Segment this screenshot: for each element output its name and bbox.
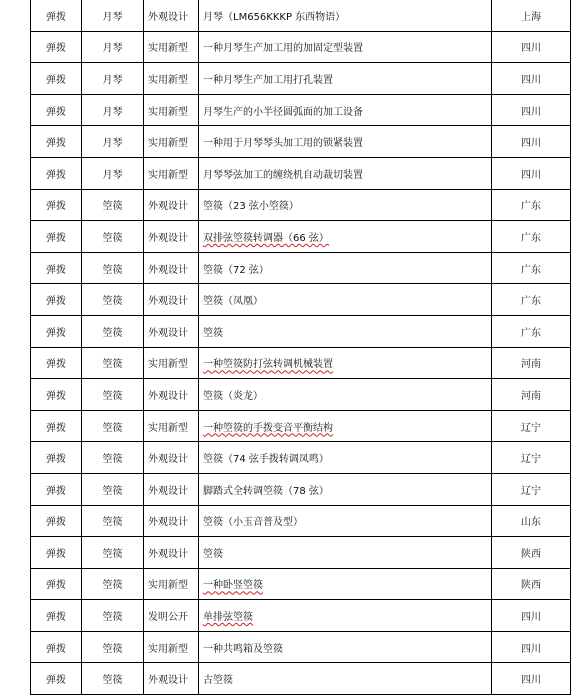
category-cell (31, 31, 82, 63)
patent-name-cell-text: 一种卧竖箜篌 (203, 580, 263, 592)
patent-name-cell (199, 379, 492, 411)
table-row (31, 505, 571, 537)
region-cell-text: 广东 (521, 264, 541, 276)
instrument-cell (82, 284, 144, 316)
table-row (31, 568, 571, 600)
patent-type-cell (144, 473, 199, 505)
region-cell-text: 四川 (521, 43, 541, 55)
category-cell (31, 315, 82, 347)
instrument-cell-text: 月琴 (102, 74, 123, 86)
patent-name-cell (199, 221, 492, 253)
patent-type-cell-text: 实用新型 (148, 138, 188, 150)
region-cell-text: 河南 (521, 390, 541, 402)
region-cell (492, 631, 571, 663)
region-cell (492, 94, 571, 126)
region-cell-text: 广东 (521, 232, 541, 244)
category-cell-text: 弹拨 (46, 138, 66, 150)
region-cell (492, 63, 571, 95)
patent-type-cell (144, 505, 199, 537)
patent-type-cell-text: 外观设计 (148, 11, 188, 23)
table-row (31, 600, 571, 632)
instrument-cell (82, 568, 144, 600)
region-cell-text: 四川 (521, 643, 541, 655)
patent-type-cell-text: 实用新型 (148, 169, 188, 181)
patent-name-cell-text: 一种用于月琴琴头加工用的锁紧装置 (203, 138, 363, 150)
instrument-cell-text: 月琴 (102, 169, 123, 181)
table-row (31, 663, 571, 695)
instrument-cell (82, 537, 144, 569)
region-cell (492, 315, 571, 347)
patent-name-cell-text: 箜篌（凤凰） (203, 296, 263, 308)
table-row (31, 63, 571, 95)
patent-name-cell (199, 600, 492, 632)
patent-type-cell (144, 315, 199, 347)
region-cell (492, 568, 571, 600)
patent-type-cell (144, 284, 199, 316)
patent-name-cell-text: 箜篌（小玉音普及型） (203, 517, 303, 529)
category-cell (31, 347, 82, 379)
patent-type-cell (144, 252, 199, 284)
patent-name-cell (199, 189, 492, 221)
category-cell (31, 94, 82, 126)
region-cell-text: 辽宁 (521, 422, 541, 434)
instrument-cell-text: 箜篌 (102, 580, 123, 592)
table-row (31, 284, 571, 316)
region-cell (492, 157, 571, 189)
table-row (31, 537, 571, 569)
patent-table (30, 0, 571, 695)
patent-name-cell-text: 一种月琴生产加工用的加固定型装置 (203, 43, 363, 55)
patent-type-cell (144, 537, 199, 569)
patent-name-cell-text: 双排弦箜篌转调器（66 弦） (203, 232, 329, 244)
region-cell-text: 四川 (521, 612, 541, 624)
instrument-cell (82, 663, 144, 695)
patent-type-cell-text: 发明公开 (148, 612, 188, 624)
patent-type-cell-text: 实用新型 (148, 359, 188, 371)
patent-name-cell-text: 月琴生产的小半径圆弧面的加工设备 (203, 106, 363, 118)
region-cell (492, 347, 571, 379)
patent-type-cell-text: 外观设计 (148, 327, 188, 339)
patent-type-cell (144, 31, 199, 63)
category-cell (31, 0, 82, 31)
instrument-cell-text: 箜篌 (102, 232, 123, 244)
patent-type-cell (144, 63, 199, 95)
patent-name-cell (199, 31, 492, 63)
patent-type-cell-text: 外观设计 (148, 232, 188, 244)
patent-name-cell-text: 月琴（LM656KKKP 东西物语） (203, 11, 346, 23)
region-cell (492, 221, 571, 253)
patent-type-cell-text: 实用新型 (148, 422, 188, 434)
category-cell-text: 弹拨 (46, 43, 66, 55)
region-cell (492, 505, 571, 537)
patent-name-cell-text: 一种箜篌的手拨变音平衡结构 (203, 422, 333, 434)
patent-name-cell-text: 箜篌（23 弦小箜篌） (203, 201, 299, 213)
instrument-cell (82, 442, 144, 474)
category-cell-text: 弹拨 (46, 548, 66, 560)
patent-name-cell-text: 古箜篌 (203, 675, 233, 687)
category-cell-text: 弹拨 (46, 580, 66, 592)
region-cell-text: 四川 (521, 675, 541, 687)
category-cell (31, 442, 82, 474)
category-cell-text: 弹拨 (46, 454, 66, 466)
table-row (31, 157, 571, 189)
region-cell-text: 河南 (521, 359, 541, 371)
patent-type-cell (144, 600, 199, 632)
patent-name-cell (199, 94, 492, 126)
patent-name-cell (199, 663, 492, 695)
instrument-cell (82, 631, 144, 663)
patent-name-cell (199, 442, 492, 474)
patent-name-cell (199, 347, 492, 379)
region-cell (492, 537, 571, 569)
category-cell-text: 弹拨 (46, 390, 66, 402)
patent-type-cell (144, 568, 199, 600)
category-cell (31, 252, 82, 284)
patent-type-cell-text: 外观设计 (148, 201, 188, 213)
region-cell-text: 四川 (521, 138, 541, 150)
region-cell (492, 189, 571, 221)
instrument-cell (82, 315, 144, 347)
category-cell-text: 弹拨 (46, 643, 66, 655)
category-cell (31, 663, 82, 695)
patent-name-cell-text: 一种共鸣箱及箜篌 (203, 643, 283, 655)
region-cell-text: 辽宁 (521, 485, 541, 497)
patent-type-cell (144, 189, 199, 221)
table-row (31, 631, 571, 663)
patent-type-cell (144, 631, 199, 663)
patent-name-cell (199, 537, 492, 569)
category-cell (31, 157, 82, 189)
patent-name-cell (199, 126, 492, 158)
instrument-cell-text: 月琴 (102, 11, 123, 23)
instrument-cell (82, 473, 144, 505)
patent-type-cell (144, 0, 199, 31)
category-cell (31, 221, 82, 253)
instrument-cell (82, 221, 144, 253)
instrument-cell (82, 157, 144, 189)
category-cell (31, 631, 82, 663)
category-cell-text: 弹拨 (46, 327, 66, 339)
patent-type-cell-text: 实用新型 (148, 74, 188, 86)
instrument-cell-text: 箜篌 (102, 296, 123, 308)
category-cell (31, 600, 82, 632)
category-cell-text: 弹拨 (46, 359, 66, 371)
instrument-cell (82, 252, 144, 284)
instrument-cell-text: 箜篌 (102, 548, 123, 560)
instrument-cell (82, 600, 144, 632)
instrument-cell-text: 箜篌 (102, 485, 123, 497)
patent-type-cell-text: 外观设计 (148, 517, 188, 529)
table-row (31, 315, 571, 347)
instrument-cell (82, 379, 144, 411)
instrument-cell (82, 126, 144, 158)
patent-name-cell (199, 63, 492, 95)
instrument-cell (82, 347, 144, 379)
category-cell-text: 弹拨 (46, 517, 66, 529)
instrument-cell-text: 箜篌 (102, 422, 123, 434)
region-cell-text: 陕西 (521, 580, 541, 592)
instrument-cell-text: 箜篌 (102, 643, 123, 655)
category-cell (31, 189, 82, 221)
region-cell (492, 410, 571, 442)
region-cell (492, 473, 571, 505)
patent-type-cell-text: 外观设计 (148, 548, 188, 560)
patent-type-cell (144, 347, 199, 379)
table-row (31, 379, 571, 411)
patent-table-body (31, 0, 571, 695)
region-cell (492, 600, 571, 632)
category-cell (31, 410, 82, 442)
patent-name-cell (199, 284, 492, 316)
region-cell-text: 四川 (521, 74, 541, 86)
patent-type-cell-text: 外观设计 (148, 454, 188, 466)
table-row (31, 31, 571, 63)
instrument-cell-text: 月琴 (102, 138, 123, 150)
patent-name-cell-text: 一种箜篌防打弦转调机械装置 (203, 359, 333, 371)
patent-name-cell (199, 473, 492, 505)
instrument-cell-text: 箜篌 (102, 327, 123, 339)
region-cell-text: 辽宁 (521, 454, 541, 466)
category-cell-text: 弹拨 (46, 169, 66, 181)
region-cell-text: 上海 (521, 11, 541, 23)
category-cell (31, 63, 82, 95)
patent-type-cell (144, 379, 199, 411)
table-row (31, 252, 571, 284)
patent-type-cell-text: 实用新型 (148, 43, 188, 55)
patent-type-cell-text: 外观设计 (148, 675, 188, 687)
category-cell (31, 473, 82, 505)
patent-type-cell-text: 外观设计 (148, 485, 188, 497)
patent-name-cell (199, 157, 492, 189)
category-cell-text: 弹拨 (46, 232, 66, 244)
patent-type-cell (144, 157, 199, 189)
region-cell (492, 284, 571, 316)
instrument-cell (82, 410, 144, 442)
region-cell-text: 广东 (521, 296, 541, 308)
instrument-cell (82, 63, 144, 95)
category-cell (31, 568, 82, 600)
instrument-cell (82, 505, 144, 537)
instrument-cell-text: 箜篌 (102, 264, 123, 276)
instrument-cell-text: 箜篌 (102, 454, 123, 466)
patent-name-cell-text: 月琴琴弦加工的缠绕机自动裁切装置 (203, 169, 363, 181)
patent-type-cell-text: 实用新型 (148, 106, 188, 118)
category-cell-text: 弹拨 (46, 485, 66, 497)
instrument-cell-text: 箜篌 (102, 359, 123, 371)
region-cell-text: 陕西 (521, 548, 541, 560)
patent-name-cell-text: 脚踏式全转调箜篌（78 弦） (203, 485, 329, 497)
patent-type-cell-text: 外观设计 (148, 264, 188, 276)
patent-type-cell (144, 94, 199, 126)
category-cell-text: 弹拨 (46, 422, 66, 434)
table-row (31, 347, 571, 379)
instrument-cell-text: 箜篌 (102, 201, 123, 213)
table-row (31, 221, 571, 253)
patent-name-cell-text: 箜篌 (203, 548, 223, 560)
instrument-cell-text: 箜篌 (102, 517, 123, 529)
category-cell (31, 379, 82, 411)
category-cell-text: 弹拨 (46, 74, 66, 86)
patent-name-cell-text: 箜篌 (203, 327, 223, 339)
instrument-cell (82, 0, 144, 31)
instrument-cell-text: 月琴 (102, 106, 123, 118)
patent-type-cell (144, 663, 199, 695)
patent-type-cell-text: 实用新型 (148, 643, 188, 655)
patent-name-cell-text: 单排弦箜篌 (203, 612, 253, 624)
patent-type-cell (144, 126, 199, 158)
category-cell-text: 弹拨 (46, 612, 66, 624)
table-row (31, 473, 571, 505)
region-cell (492, 126, 571, 158)
category-cell (31, 537, 82, 569)
patent-name-cell (199, 568, 492, 600)
category-cell-text: 弹拨 (46, 264, 66, 276)
patent-name-cell-text: 箜篌（72 弦） (203, 264, 269, 276)
region-cell (492, 0, 571, 31)
patent-name-cell-text: 箜篌（74 弦手拨转调凤鸣） (203, 454, 329, 466)
patent-name-cell (199, 505, 492, 537)
region-cell-text: 四川 (521, 106, 541, 118)
category-cell (31, 284, 82, 316)
patent-type-cell-text: 实用新型 (148, 580, 188, 592)
category-cell-text: 弹拨 (46, 11, 66, 23)
category-cell (31, 505, 82, 537)
patent-name-cell (199, 410, 492, 442)
region-cell (492, 31, 571, 63)
patent-type-cell (144, 442, 199, 474)
table-row (31, 189, 571, 221)
patent-name-cell (199, 631, 492, 663)
patent-name-cell (199, 0, 492, 31)
instrument-cell (82, 31, 144, 63)
category-cell-text: 弹拨 (46, 675, 66, 687)
instrument-cell-text: 箜篌 (102, 390, 123, 402)
patent-name-cell (199, 315, 492, 347)
category-cell (31, 126, 82, 158)
instrument-cell-text: 箜篌 (102, 612, 123, 624)
instrument-cell-text: 箜篌 (102, 675, 123, 687)
category-cell-text: 弹拨 (46, 106, 66, 118)
patent-type-cell (144, 221, 199, 253)
table-row (31, 0, 571, 31)
region-cell-text: 广东 (521, 327, 541, 339)
patent-type-cell (144, 410, 199, 442)
region-cell-text: 山东 (521, 517, 541, 529)
region-cell (492, 663, 571, 695)
instrument-cell (82, 94, 144, 126)
region-cell-text: 四川 (521, 169, 541, 181)
patent-type-cell-text: 外观设计 (148, 390, 188, 402)
patent-name-cell-text: 箜篌（炎龙） (203, 390, 263, 402)
patent-name-cell (199, 252, 492, 284)
table-row (31, 126, 571, 158)
table-row (31, 442, 571, 474)
table-row (31, 410, 571, 442)
table-row (31, 94, 571, 126)
patent-name-cell-text: 一种月琴生产加工用打孔装置 (203, 74, 333, 86)
category-cell-text: 弹拨 (46, 201, 66, 213)
region-cell-text: 广东 (521, 201, 541, 213)
patent-type-cell-text: 外观设计 (148, 296, 188, 308)
region-cell (492, 252, 571, 284)
category-cell-text: 弹拨 (46, 296, 66, 308)
instrument-cell-text: 月琴 (102, 43, 123, 55)
instrument-cell (82, 189, 144, 221)
region-cell (492, 379, 571, 411)
region-cell (492, 442, 571, 474)
